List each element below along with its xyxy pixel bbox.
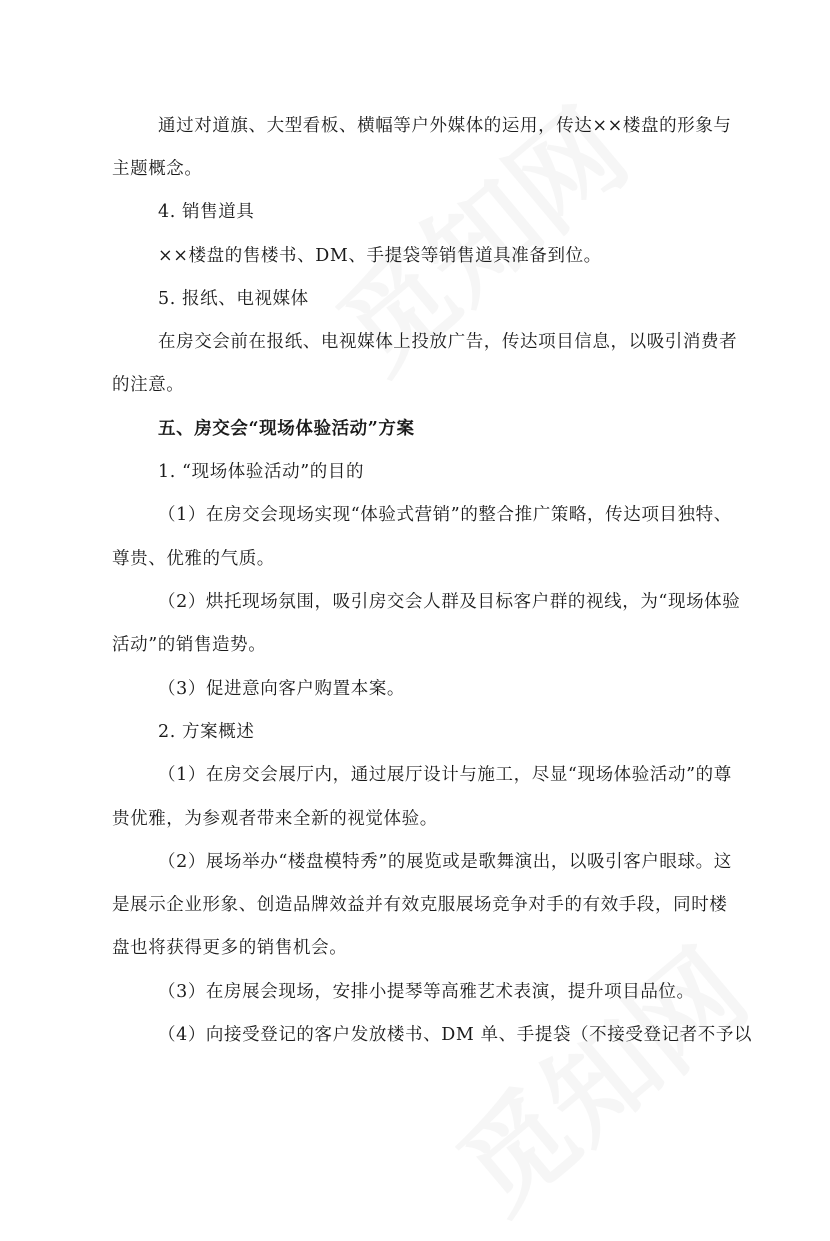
paragraph-line: （2）烘托现场氛围，吸引房交会人群及目标客户群的视线，为“现场体验 — [158, 592, 741, 612]
numbered-heading: 4. 销售道具 — [158, 202, 255, 222]
paragraph-line: 是展示企业形象、创造品牌效益并有效克服展场竞争对手的有效手段，同时楼 — [112, 895, 728, 915]
paragraph-line: 盘也将获得更多的销售机会。 — [112, 938, 348, 958]
paragraph-line: （4）向接受登记的客户发放楼书、DM 单、手提袋（不接受登记者不予以 — [158, 1025, 753, 1045]
numbered-heading: 5. 报纸、电视媒体 — [158, 289, 309, 309]
paragraph-line: （1）在房交会展厅内，通过展厅设计与施工，尽显“现场体验活动”的尊 — [158, 765, 732, 785]
paragraph-line: 的注意。 — [112, 375, 185, 395]
paragraph-line: （2）展场举办“楼盘模特秀”的展览或是歌舞演出，以吸引客户眼球。这 — [158, 852, 732, 872]
watermark-bottom — [420, 908, 774, 1241]
section-heading: 五、房交会“现场体验活动”方案 — [158, 419, 415, 439]
paragraph-line: （3）促进意向客户购置本案。 — [158, 679, 406, 699]
numbered-heading: 1. “现场体验活动”的目的 — [158, 462, 365, 482]
paragraph-line: 活动”的销售造势。 — [112, 635, 267, 655]
paragraph-line: （3）在房展会现场，安排小提琴等高雅艺术表演，提升项目品位。 — [158, 982, 695, 1002]
paragraph-line: 贵优雅，为参观者带来全新的视觉体验。 — [112, 809, 438, 829]
numbered-heading: 2. 方案概述 — [158, 722, 255, 742]
paragraph-line: 主题概念。 — [112, 159, 203, 179]
paragraph-line: 通过对道旗、大型看板、横幅等户外媒体的运用，传达××楼盘的形象与 — [158, 116, 732, 136]
paragraph-line: （1）在房交会现场实现“体验式营销”的整合推广策略，传达项目独特、 — [158, 505, 732, 525]
paragraph-line: ××楼盘的售楼书、DM、手提袋等销售道具准备到位。 — [158, 246, 602, 266]
paragraph-line: 在房交会前在报纸、电视媒体上投放广告，传达项目信息，以吸引消费者 — [158, 332, 738, 352]
paragraph-line: 尊贵、优雅的气质。 — [112, 549, 275, 569]
